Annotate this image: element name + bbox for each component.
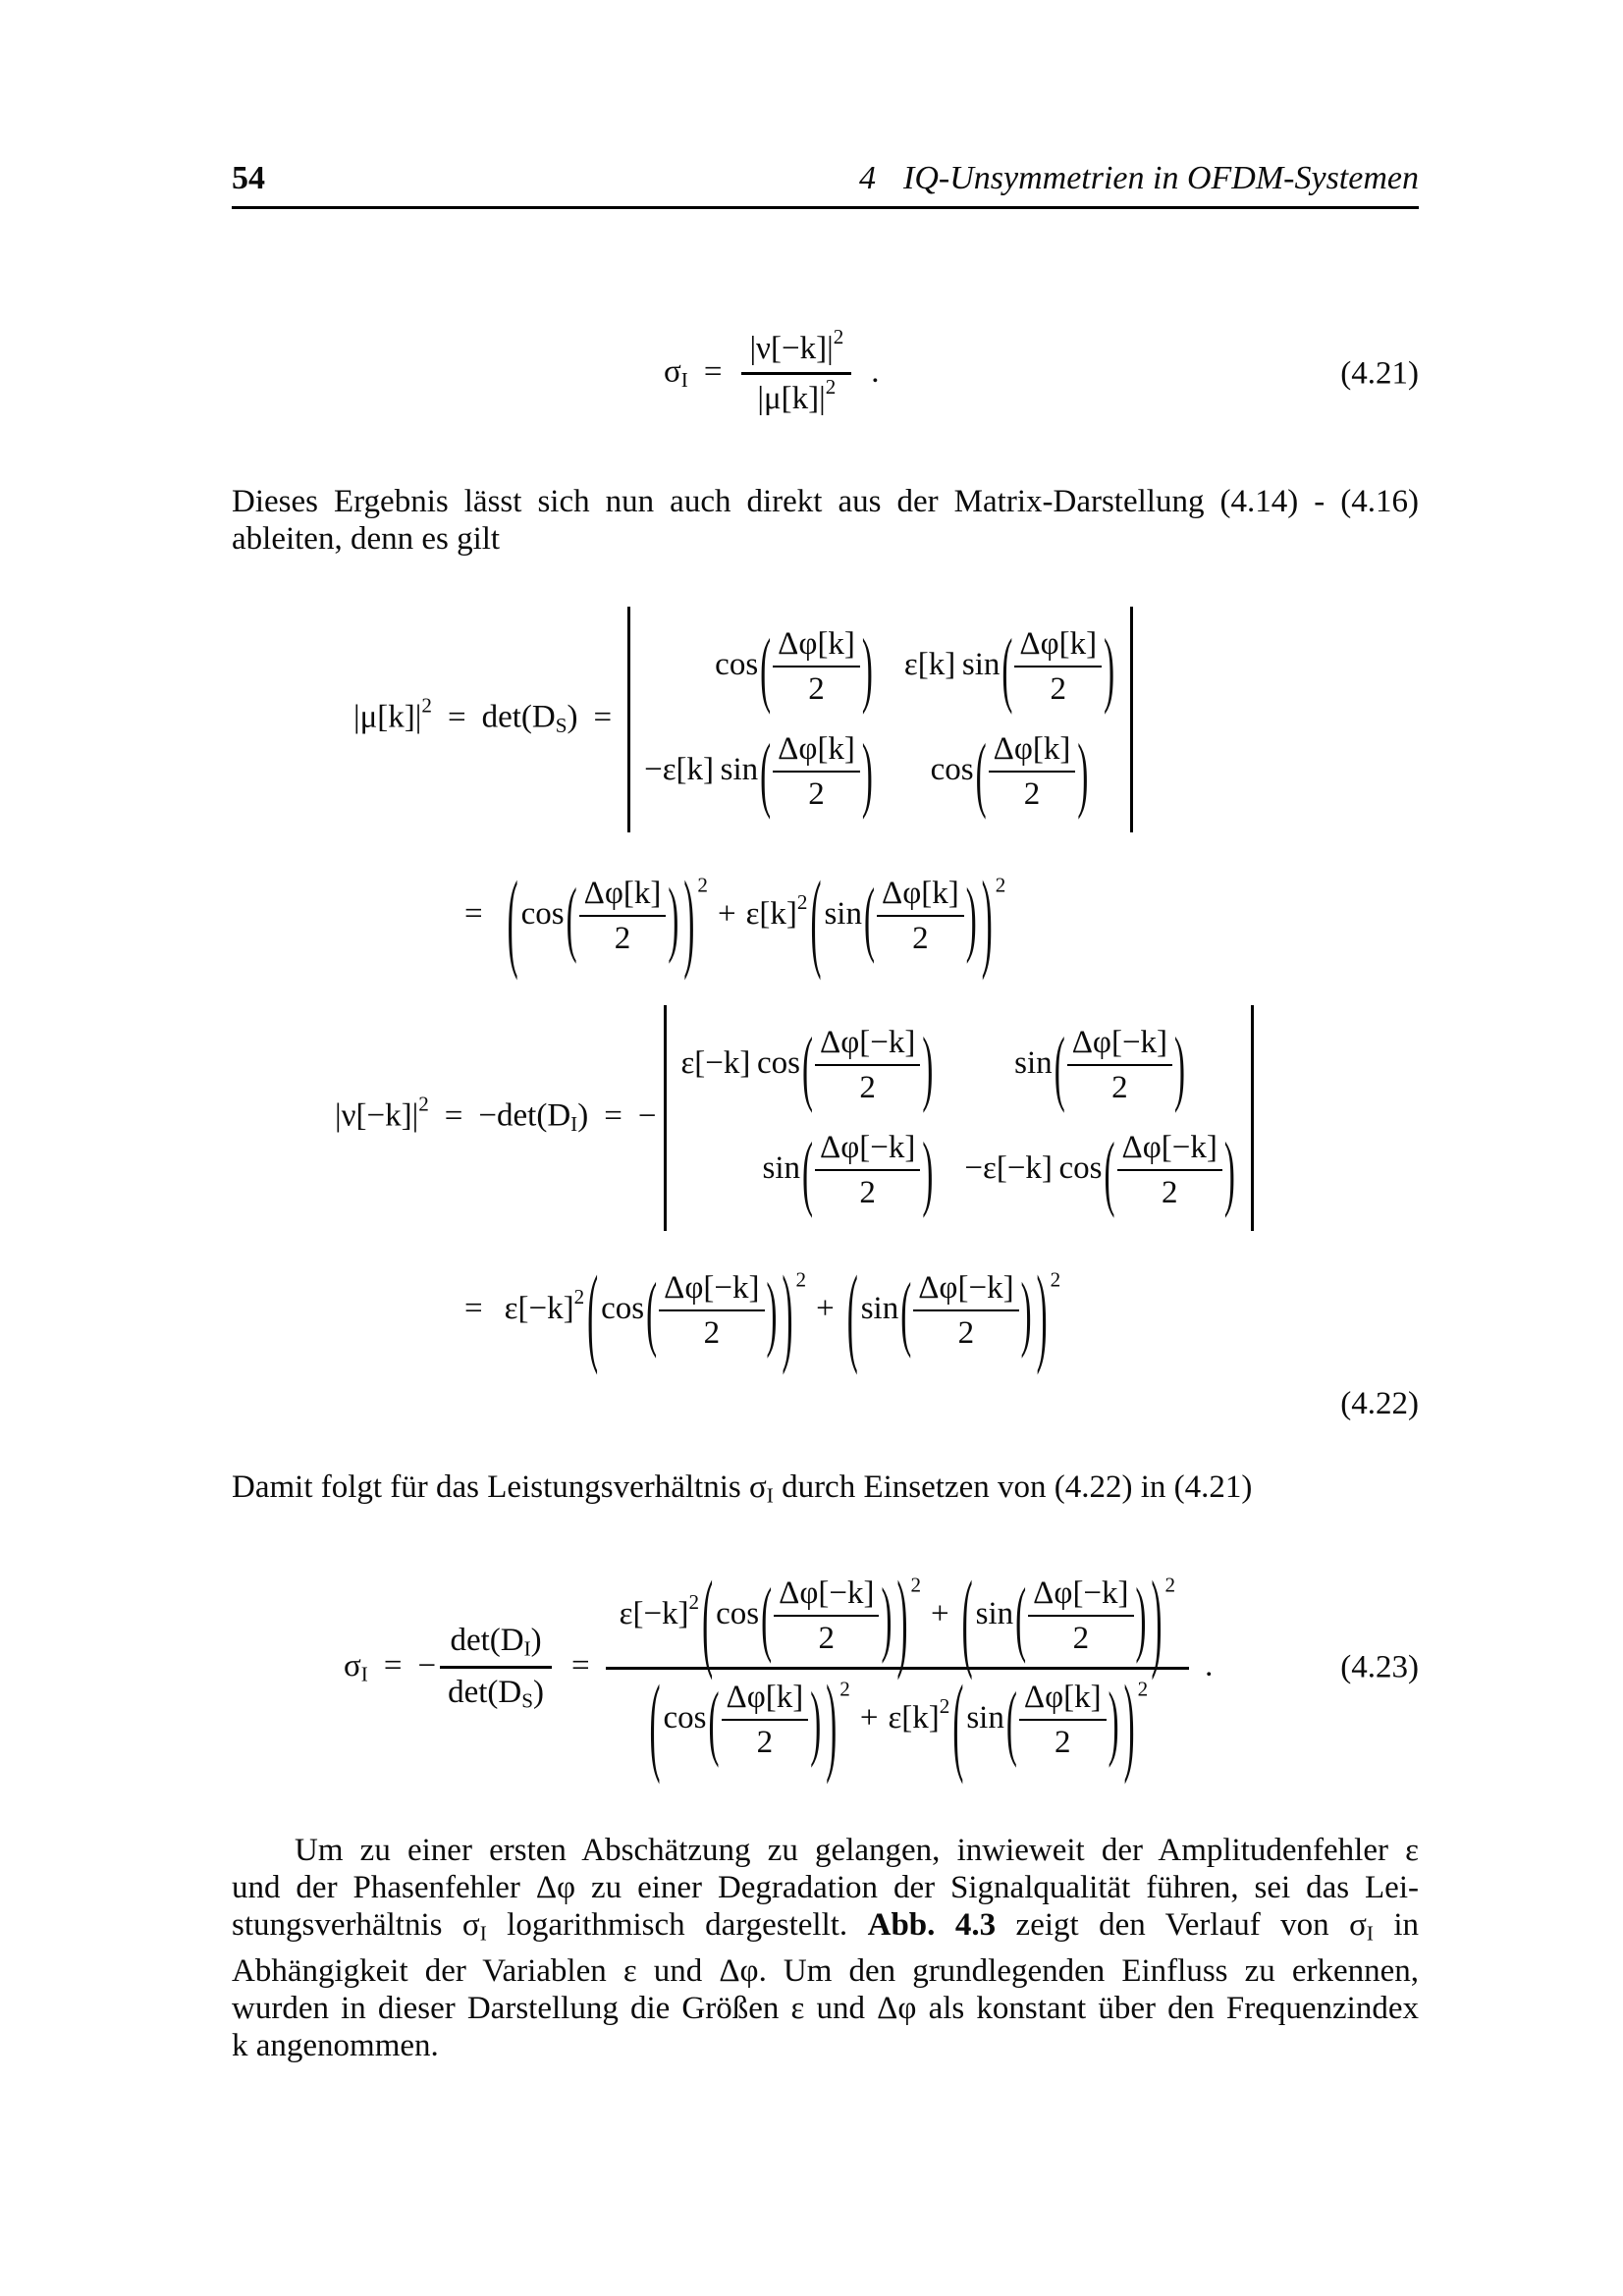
running-chapter-header: [859, 160, 1419, 197]
text-line: k angenommen.: [232, 2027, 439, 2063]
text-line: Um zu einer ersten Abschätzung zu gelangen, inwieweit der Amplitudenfehler ε: [295, 1833, 1419, 1869]
page-number: 54: [232, 160, 265, 196]
text-line: Abhängigkeit der Variablen ε und Δφ. Um den grundlegenden Einfluss zu erkennen,: [232, 1952, 1419, 1989]
equation-number-4-21: (4.21): [1340, 355, 1419, 392]
chapter-number: 4: [859, 160, 877, 196]
chapter-title: IQ-Unsymmetrien in OFDM-Systemen: [903, 160, 1419, 196]
equation-4-23: [232, 1555, 1419, 1788]
paragraph-damit-folgt: Damit folgt für das Leistungsverhältnis $\sigma_I$ durch Einsetzen von (4.22) in (4.21): [232, 1469, 1253, 1508]
text-line: stungsverhältnis $\sigma_I$ logarithmisch dargestellt. Abb. 4.3 zeigt den Verlauf von $\sigma_I$ in: [232, 1907, 1420, 1946]
equation-nu-expanded: [232, 1256, 1419, 1378]
text-line: Dieses Ergebnis lässt sich nun auch direkt aus der Matrix-Darstellung (4.14) - (4.16): [232, 484, 1419, 519]
equation-nu-determinant-body: $|\nu[-k]|^2 = -\det(D_I)$ = − ε[−k] cos( $\frac{\Delta\varphi[-k]}{2}$ ) sin( $\frac{\Delta\varphi[-k]}{2}$ ) sin( $\frac{\Delta\varphi[-k]}{2}$ ) −ε[−k] cos( $\frac{\Delta\varphi[-k]}{2}$ ): [335, 1005, 1254, 1231]
equation-mu-determinant: [232, 607, 1419, 832]
paragraph-abschaetzung: [232, 1832, 1419, 2063]
equation-4-21: [232, 310, 1419, 438]
equation-mu-determinant-body: $|\mu[k]|^2 = \det(D_S)$ = cos( $\frac{\Delta\varphi[k]}{2}$ ) ε[k] sin( $\frac{\Delta\varphi[k]}{2}$ ) −ε[k] sin( $\frac{\Delta\varphi[k]}{2}$ ) cos( $\frac{\Delta\varphi[k]}{2}$ ): [353, 607, 1133, 832]
equation-4-23-body: $\sigma_I$ = − $\det(D_I)$ $\det(D_S)$ = $\varepsilon[-k]^2(\cos$( $\frac{\Delta\varphi[-k]}{2}$ ) ) $^2$+ (sin( $\frac{\Delta\varphi[-k]}{2}$ ) ) $^2$ (cos( $\frac{\Delta\varphi[k]}{2}$ ) ) $^2+ \varepsilon[k]^2(\sin$( $\frac{\Delta\varphi[k]}{2}$ ) ) $^2$ .: [344, 1563, 1214, 1788]
equation-4-21-body: $\sigma_I$ = $\frac{|\nu[-k]|^2}{|\mu[k]|^2}$ .: [664, 324, 880, 416]
equation-nu-determinant: [232, 1005, 1419, 1231]
text-line: ableiten, denn es gilt: [232, 521, 501, 557]
equation-number-4-23: (4.23): [1340, 1649, 1419, 1685]
equation-mu-expanded: [232, 862, 1419, 984]
page-header: [232, 160, 1419, 209]
text-line: und der Phasenfehler Δφ zu einer Degradation der Signalqualität führen, sei das Lei-: [232, 1870, 1419, 1906]
paragraph-matrix-darstellung: [232, 483, 1419, 558]
text-line: wurden in dieser Darstellung die Größen ε und Δφ als konstant über den Frequenzindex: [232, 1990, 1419, 2026]
equation-number-4-22: (4.22): [1340, 1386, 1419, 1421]
equation-mu-expanded-body: = (cos( $\frac{\Delta\varphi[k]}{2}$ ) ) $^2+ \varepsilon[k]^2(\sin$( $\frac{\Delta\varphi[k]}{2}$ ) ) $^2$: [464, 862, 1006, 984]
equation-nu-expanded-body: = $\varepsilon[-k]^2(\cos$( $\frac{\Delta\varphi[-k]}{2}$ ) ) $^2$+ (sin( $\frac{\Delta\varphi[-k]}{2}$ ) ) $^2$: [464, 1256, 1061, 1378]
